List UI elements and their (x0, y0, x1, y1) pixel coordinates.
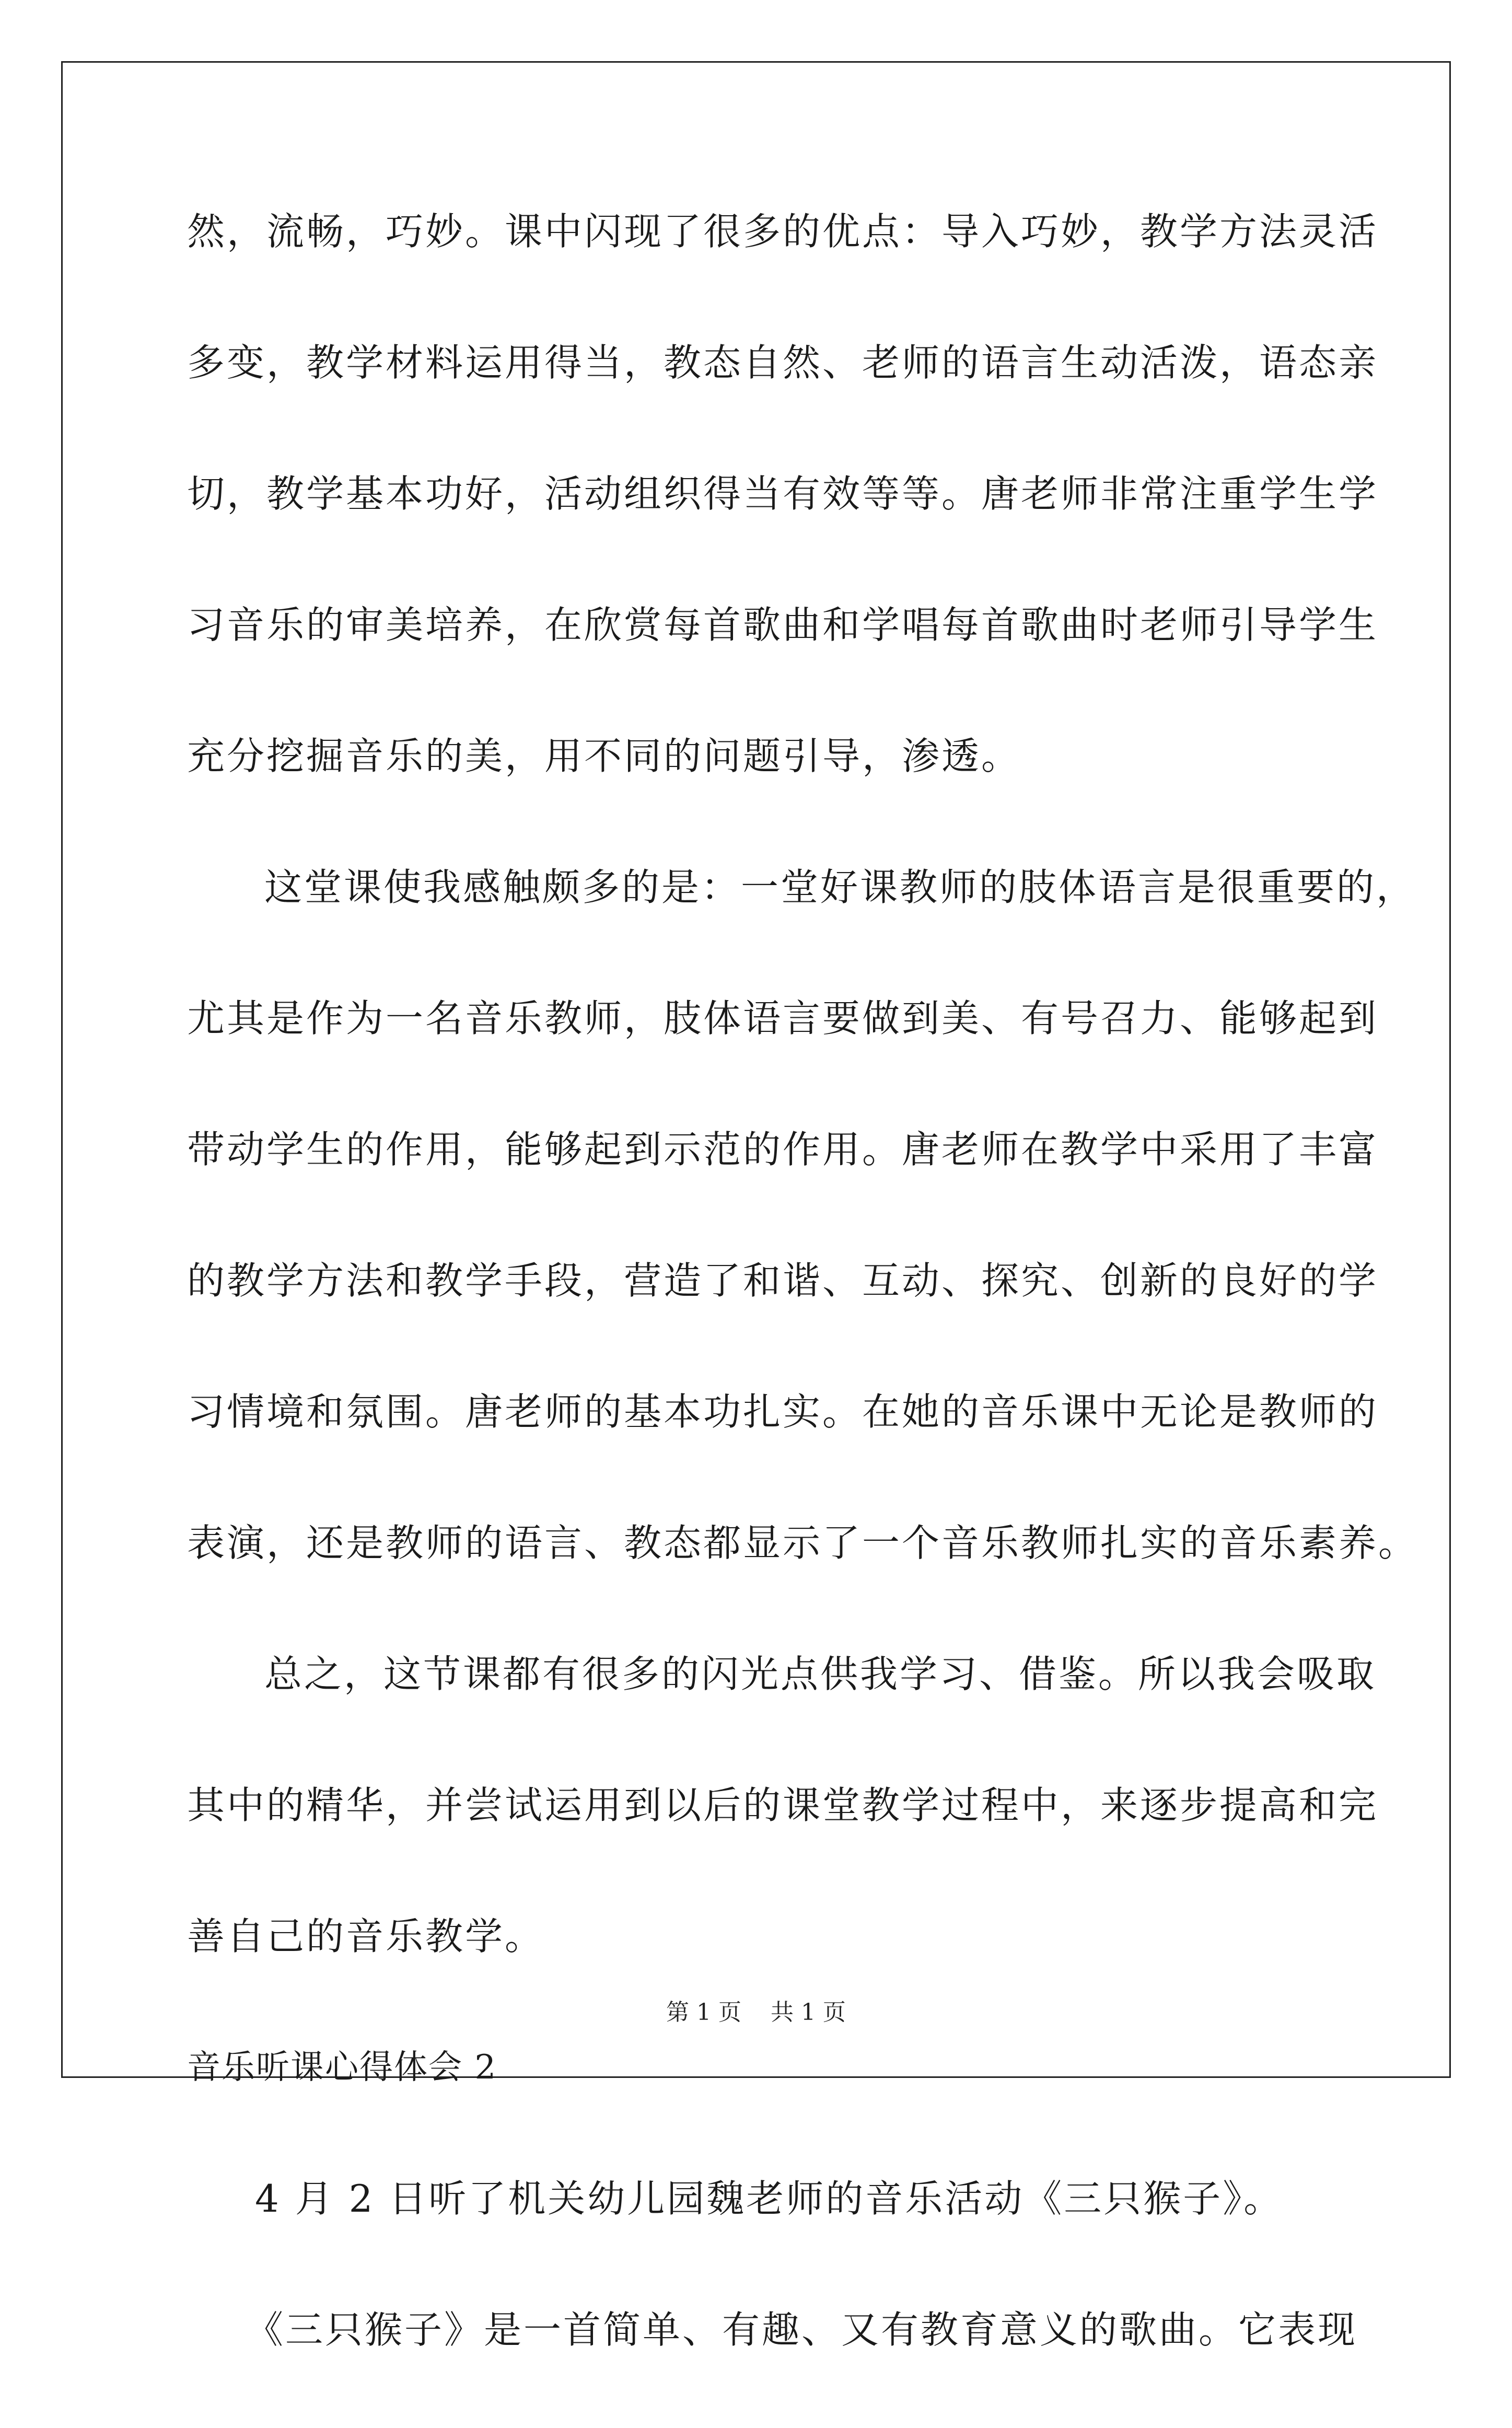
paragraph-first-line: 总之，这节课都有很多的闪光点供我学习、借鉴。所以我会吸取 (264, 1652, 1377, 1696)
paragraph-first-line: 4 月 2 日听了机关幼儿园魏老师的音乐活动《三只猴子》。 (255, 2177, 1284, 2221)
text-line: 然，流畅，巧妙。课中闪现了很多的优点：导入巧妙，教学方法灵活 (187, 210, 1379, 253)
text-line: 的教学方法和教学手段，营造了和谐、互动、探究、创新的良好的学 (187, 1259, 1379, 1303)
page-footer: 第 1 页 共 1 页 (666, 1999, 846, 2026)
text-line: 切，教学基本功好，活动组织得当有效等等。唐老师非常注重学生学 (187, 472, 1379, 516)
section-heading: 音乐听课心得体会 2 (187, 2048, 497, 2087)
text-line: 充分挖掘音乐的美，用不同的问题引导，渗透。 (187, 734, 1021, 778)
text-line: 尤其是作为一名音乐教师，肢体语言要做到美、有号召力、能够起到 (187, 996, 1379, 1040)
text-line: 习音乐的审美培养，在欣赏每首歌曲和学唱每首歌曲时老师引导学生 (187, 603, 1379, 647)
text-line: 多变，教学材料运用得当，教态自然、老师的语言生动活泼，语态亲 (187, 341, 1379, 385)
text-line: 表演，还是教师的语言、教态都显示了一个音乐教师扎实的音乐素养。 (187, 1521, 1418, 1565)
text-line: 善自己的音乐教学。 (187, 1914, 545, 1958)
text-line: 带动学生的作用，能够起到示范的作用。唐老师在教学中采用了丰富 (187, 1128, 1379, 1171)
paragraph-first-line: 《三只猴子》是一首简单、有趣、又有教育意义的歌曲。它表现 (246, 2308, 1358, 2352)
document-body (187, 199, 1418, 2428)
text-line: 习情境和氛围。唐老师的基本功扎实。在她的音乐课中无论是教师的 (187, 1390, 1379, 1434)
text-line: 其中的精华，并尝试运用到以后的课堂教学过程中，来逐步提高和完 (187, 1783, 1379, 1827)
paragraph-first-line: 这堂课使我感触颇多的是：一堂好课教师的肢体语言是很重要的， (264, 865, 1416, 909)
